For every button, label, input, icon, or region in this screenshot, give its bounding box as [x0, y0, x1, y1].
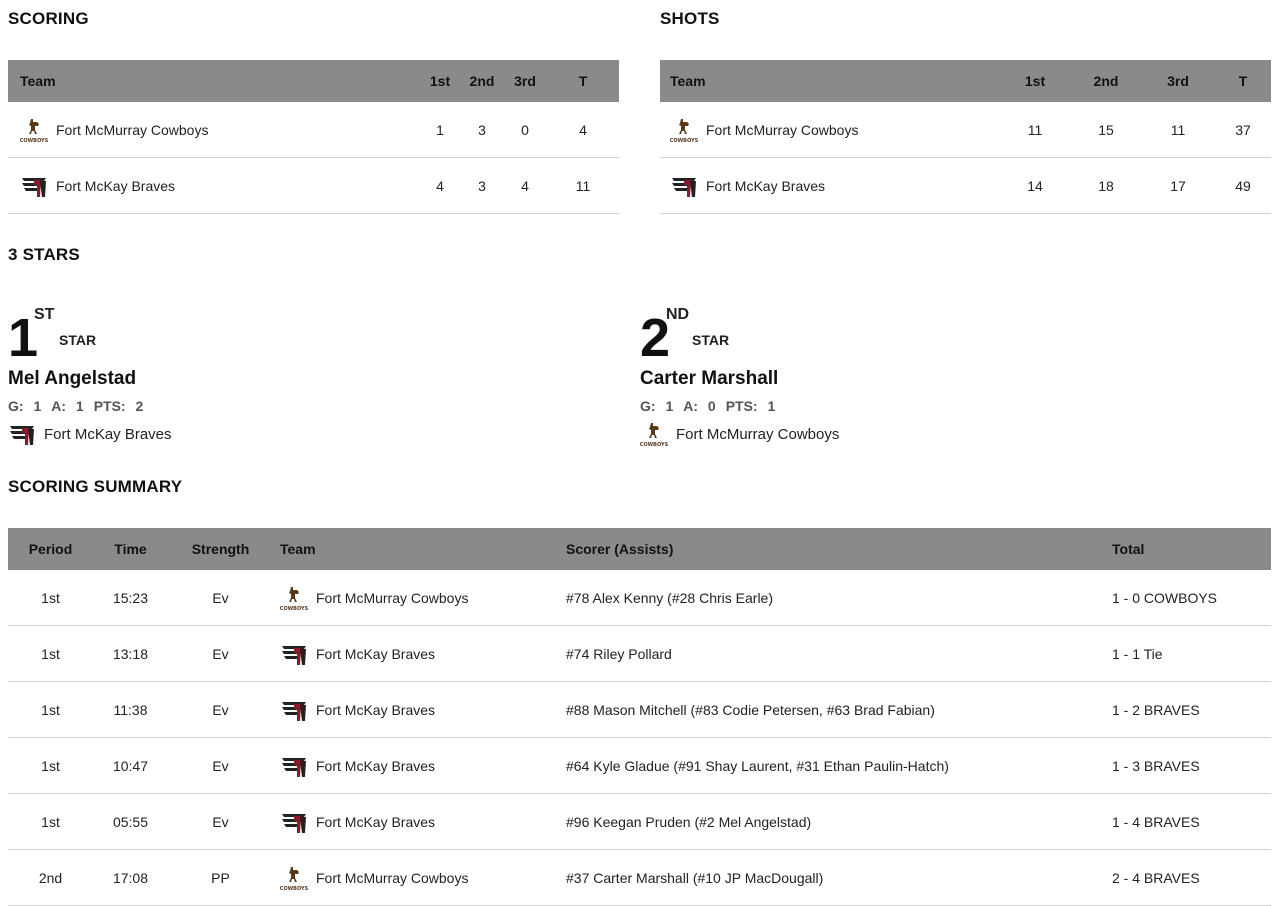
summary-strength: PP — [168, 850, 273, 906]
summary-time: 05:55 — [93, 794, 168, 850]
shots-header-1st: 1st — [999, 60, 1071, 102]
table-row — [8, 626, 1271, 682]
summary-total: 2 - 4 BRAVES — [1112, 850, 1271, 906]
shots-value: 17 — [1141, 158, 1215, 214]
cowboys-logo-icon — [640, 420, 668, 448]
summary-team-cell — [273, 738, 566, 794]
scoring-value: 3 — [461, 158, 503, 214]
summary-team-name[interactable]: Fort McKay Braves — [316, 813, 436, 830]
summary-team-name[interactable]: Fort McMurray Cowboys — [316, 589, 469, 606]
star-1-assists: A: 1 — [51, 398, 84, 414]
star-2-team-name: Fort McMurray Cowboys — [676, 425, 840, 443]
scoring-header-team: Team — [8, 60, 419, 102]
cowboys-logo-icon — [280, 864, 308, 892]
summary-scorer[interactable]: #88 Mason Mitchell (#83 Codie Petersen, #63 Brad Fabian) — [566, 682, 1112, 738]
scoring-table — [8, 60, 619, 214]
table-row — [8, 794, 1271, 850]
star-1-points: PTS: 2 — [93, 398, 144, 414]
scoring-value: 4 — [503, 158, 547, 214]
summary-time: 17:08 — [93, 850, 168, 906]
summary-team-cell — [273, 850, 566, 906]
summary-team-cell — [273, 682, 566, 738]
star-2-word: STAR — [692, 332, 730, 348]
table-row — [8, 850, 1271, 906]
star-1-number: 1 — [8, 308, 39, 368]
summary-period: 2nd — [8, 850, 93, 906]
summary-scorer[interactable]: #37 Carter Marshall (#10 JP MacDougall) — [566, 850, 1112, 906]
star-2-name[interactable]: Carter Marshall — [640, 368, 779, 389]
summary-total: 1 - 2 BRAVES — [1112, 682, 1271, 738]
svg-text:COWBOYS: COWBOYS — [640, 442, 668, 448]
summary-strength: Ev — [168, 626, 273, 682]
summary-team-name[interactable]: Fort McMurray Cowboys — [316, 869, 469, 886]
star-1-word: STAR — [59, 332, 97, 348]
summary-total: 1 - 1 Tie — [1112, 626, 1271, 682]
shots-team-cell — [660, 158, 999, 214]
summary-time: 11:38 — [93, 682, 168, 738]
scoring-row-cowboys — [8, 102, 619, 158]
shots-title: SHOTS — [660, 9, 720, 28]
star-2-goals: G: 1 — [640, 398, 674, 414]
scoring-header-row — [8, 60, 619, 102]
summary-header-time: Time — [93, 528, 168, 570]
summary-time: 15:23 — [93, 570, 168, 626]
scoring-team-name[interactable]: Fort McKay Braves — [56, 177, 176, 194]
shots-team-cell — [660, 102, 999, 158]
braves-logo-icon — [280, 640, 308, 668]
summary-total: 1 - 3 BRAVES — [1112, 738, 1271, 794]
summary-title: SCORING SUMMARY — [8, 477, 183, 496]
summary-header-scorer: Scorer (Assists) — [566, 528, 1112, 570]
scoring-value: 1 — [419, 102, 461, 158]
svg-text:COWBOYS: COWBOYS — [280, 885, 308, 892]
braves-logo-icon — [280, 696, 308, 724]
star-1-suffix: ST — [34, 306, 55, 323]
stars-title: 3 STARS — [8, 245, 80, 264]
star-1-name[interactable]: Mel Angelstad — [8, 368, 137, 389]
shots-value: 11 — [999, 102, 1071, 158]
shots-row-cowboys — [660, 102, 1271, 158]
shots-value: 15 — [1071, 102, 1141, 158]
scoring-header-2nd: 2nd — [461, 60, 503, 102]
shots-value: 37 — [1215, 102, 1271, 158]
scoring-team-cell — [8, 102, 419, 158]
summary-header-period: Period — [8, 528, 93, 570]
scoring-value: 4 — [419, 158, 461, 214]
summary-scorer[interactable]: #96 Keegan Pruden (#2 Mel Angelstad) — [566, 794, 1112, 850]
summary-header-team: Team — [273, 528, 566, 570]
shots-team-name[interactable]: Fort McKay Braves — [706, 177, 826, 194]
shots-value: 18 — [1071, 158, 1141, 214]
summary-team-name[interactable]: Fort McKay Braves — [316, 701, 436, 718]
summary-strength: Ev — [168, 738, 273, 794]
shots-team-name[interactable]: Fort McMurray Cowboys — [706, 121, 859, 138]
table-row — [8, 682, 1271, 738]
svg-text:COWBOYS: COWBOYS — [280, 605, 308, 612]
scoring-value: 11 — [547, 158, 619, 214]
scoring-value: 0 — [503, 102, 547, 158]
summary-table — [8, 528, 1271, 906]
summary-period: 1st — [8, 738, 93, 794]
summary-total: 1 - 0 COWBOYS — [1112, 570, 1271, 626]
star-2 — [640, 306, 839, 448]
cowboys-logo-icon — [280, 584, 308, 612]
braves-logo-icon — [670, 172, 698, 200]
scoring-title: SCORING — [8, 9, 89, 28]
summary-period: 1st — [8, 626, 93, 682]
svg-text:COWBOYS: COWBOYS — [20, 137, 48, 144]
summary-time: 10:47 — [93, 738, 168, 794]
cowboys-logo-icon — [20, 116, 48, 144]
scoring-value: 4 — [547, 102, 619, 158]
braves-logo-icon — [280, 752, 308, 780]
summary-scorer[interactable]: #64 Kyle Gladue (#91 Shay Laurent, #31 Ethan Paulin-Hatch) — [566, 738, 1112, 794]
star-1-team-name: Fort McKay Braves — [44, 425, 172, 443]
shots-header-2nd: 2nd — [1071, 60, 1141, 102]
scoring-team-cell — [8, 158, 419, 214]
cowboys-logo-icon — [670, 116, 698, 144]
summary-header-row — [8, 528, 1271, 570]
summary-team-cell — [273, 570, 566, 626]
shots-value: 14 — [999, 158, 1071, 214]
summary-team-name[interactable]: Fort McKay Braves — [316, 757, 436, 774]
summary-scorer[interactable]: #78 Alex Kenny (#28 Chris Earle) — [566, 570, 1112, 626]
star-2-points: PTS: 1 — [725, 398, 776, 414]
star-1-team — [8, 420, 172, 448]
summary-period: 1st — [8, 794, 93, 850]
star-2-rank — [640, 306, 839, 368]
star-1 — [8, 306, 172, 448]
star-2-number: 2 — [640, 308, 671, 368]
shots-value: 49 — [1215, 158, 1271, 214]
braves-logo-icon — [20, 172, 48, 200]
summary-team-cell — [273, 794, 566, 850]
scoring-header-3rd: 3rd — [503, 60, 547, 102]
svg-text:COWBOYS: COWBOYS — [670, 137, 698, 144]
star-2-suffix: ND — [666, 306, 690, 323]
braves-logo-icon — [8, 420, 36, 448]
star-1-goals: G: 1 — [8, 398, 42, 414]
summary-time: 13:18 — [93, 626, 168, 682]
summary-strength: Ev — [168, 682, 273, 738]
star-2-assists: A: 0 — [683, 398, 716, 414]
summary-team-name[interactable]: Fort McKay Braves — [316, 645, 436, 662]
summary-period: 1st — [8, 682, 93, 738]
star-1-rank — [8, 306, 172, 368]
summary-strength: Ev — [168, 794, 273, 850]
scoring-header-total: T — [547, 60, 619, 102]
shots-header-total: T — [1215, 60, 1271, 102]
shots-header-team: Team — [660, 60, 999, 102]
summary-header-strength: Strength — [168, 528, 273, 570]
shots-row-braves — [660, 158, 1271, 214]
shots-header-3rd: 3rd — [1141, 60, 1215, 102]
table-row — [8, 738, 1271, 794]
scoring-team-name[interactable]: Fort McMurray Cowboys — [56, 121, 209, 138]
summary-scorer[interactable]: #74 Riley Pollard — [566, 626, 1112, 682]
star-2-stats — [640, 398, 839, 414]
scoring-value: 3 — [461, 102, 503, 158]
summary-team-cell — [273, 626, 566, 682]
summary-header-total: Total — [1112, 528, 1271, 570]
braves-logo-icon — [280, 808, 308, 836]
summary-strength: Ev — [168, 570, 273, 626]
scoring-row-braves — [8, 158, 619, 214]
scoring-header-1st: 1st — [419, 60, 461, 102]
shots-header-row — [660, 60, 1271, 102]
summary-total: 1 - 4 BRAVES — [1112, 794, 1271, 850]
table-row — [8, 570, 1271, 626]
star-2-team — [640, 420, 839, 448]
summary-period: 1st — [8, 570, 93, 626]
shots-table — [660, 60, 1271, 214]
star-1-stats — [8, 398, 172, 414]
shots-value: 11 — [1141, 102, 1215, 158]
